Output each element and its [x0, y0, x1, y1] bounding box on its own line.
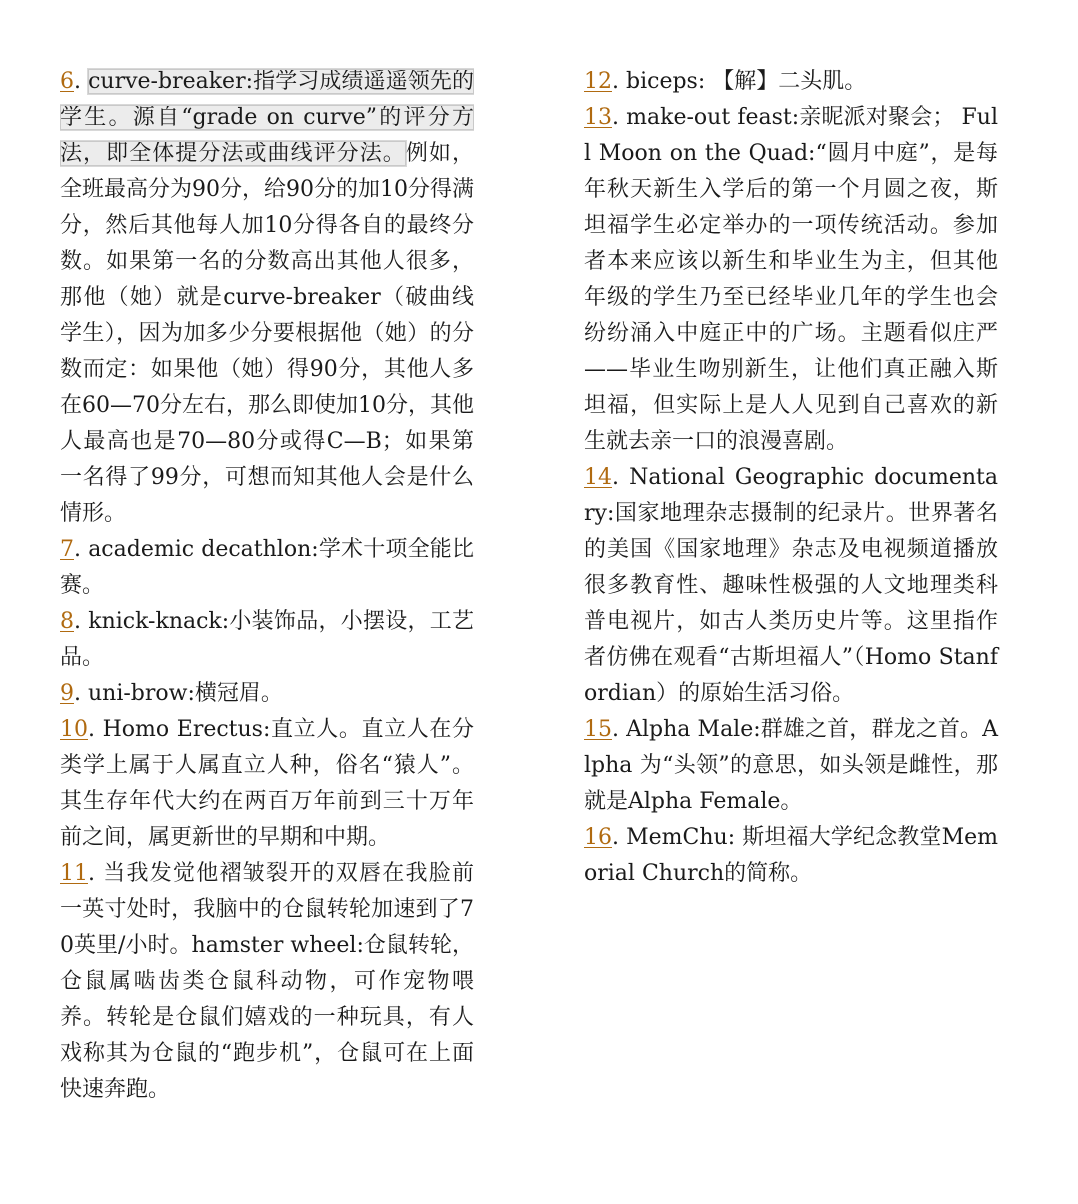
footnote-text: Alpha Male:群雄之首，群龙之首。Alpha 为“头领”的意思，如头领是雌性，那就是Alpha Female。 — [584, 717, 998, 814]
footnote-text: uni-brow:横冠眉。 — [88, 681, 283, 706]
footnote-8: 8. knick-knack:小装饰品，小摆设，工艺品。 — [60, 609, 474, 670]
highlighted-text[interactable]: curve-breaker:指学习成绩遥遥领先的学生。源自“grade on curve”的评分方法，即全体提分法或曲线评分法。 — [60, 69, 474, 166]
footnote-15: 15. Alpha Male:群雄之首，群龙之首。Alpha 为“头领”的意思，如头领是雌性，那就是Alpha Female。 — [584, 717, 998, 814]
right-column — [584, 64, 998, 892]
footnote-11: 11. 当我发觉他褶皱裂开的双唇在我脸前一英寸处时，我脑中的仓鼠转轮加速到了70英里/小时。hamster wheel:仓鼠转轮，仓鼠属啮齿类仓鼠科动物，可作宠物喂养。转轮是仓鼠们嬉戏的一种玩具，有人戏称其为仓鼠的“跑步机”，仓鼠可在上面快速奔跑。 — [60, 861, 474, 1102]
footnote-16: 16. MemChu: 斯坦福大学纪念教堂Memorial Church的简称。 — [584, 825, 998, 886]
footnote-12: 12. biceps: 【解】二头肌。 — [584, 69, 867, 94]
footnote-number-link[interactable]: 11 — [60, 861, 88, 886]
footnote-text: MemChu: 斯坦福大学纪念教堂Memorial Church的简称。 — [584, 825, 998, 886]
footnote-text: biceps: 【解】二头肌。 — [626, 69, 867, 94]
footnote-13: 13. make-out feast:亲昵派对聚会； Full Moon on the Quad:“圆月中庭”，是每年秋天新生入学后的第一个月圆之夜，斯坦福学生必定举办的一项传统活动。参加者本来应该以新生和毕业生为主，但其他年级的学生乃至已经毕业几年的学生也会纷纷涌入中庭正中的广场。主题看似庄严——毕业生吻别新生，让他们真正融入斯坦福，但实际上是人人见到自己喜欢的新生就去亲一口的浪漫喜剧。 — [584, 105, 998, 454]
footnote-number-link[interactable]: 7 — [60, 537, 74, 562]
footnote-7: 7. academic decathlon:学术十项全能比赛。 — [60, 537, 474, 598]
footnote-number-link[interactable]: 14 — [584, 465, 612, 490]
footnote-number-link[interactable]: 12 — [584, 69, 612, 94]
footnote-number-link[interactable]: 9 — [60, 681, 74, 706]
footnote-10: 10. Homo Erectus:直立人。直立人在分类学上属于人属直立人种，俗名“猿人”。其生存年代大约在两百万年前到三十万年前之间，属更新世的早期和中期。 — [60, 717, 474, 850]
footnote-text: make-out feast:亲昵派对聚会； Full Moon on the Quad:“圆月中庭”，是每年秋天新生入学后的第一个月圆之夜，斯坦福学生必定举办的一项传统活动。参加者本来应该以新生和毕业生为主，但其他年级的学生乃至已经毕业几年的学生也会纷纷涌入中庭正中的广场。主题看似庄严——毕业生吻别新生，让他们真正融入斯坦福，但实际上是人人见到自己喜欢的新生就去亲一口的浪漫喜剧。 — [584, 105, 998, 454]
footnote-text: academic decathlon:学术十项全能比赛。 — [60, 537, 474, 598]
footnote-9: 9. uni-brow:横冠眉。 — [60, 681, 283, 706]
footnote-number-link[interactable]: 6 — [60, 69, 74, 94]
footnote-number-link[interactable]: 15 — [584, 717, 612, 742]
footnote-text: knick-knack:小装饰品，小摆设，工艺品。 — [60, 609, 474, 670]
footnote-text: 当我发觉他褶皱裂开的双唇在我脸前一英寸处时，我脑中的仓鼠转轮加速到了70英里/小时。hamster wheel:仓鼠转轮，仓鼠属啮齿类仓鼠科动物，可作宠物喂养。转轮是仓鼠们嬉戏的一种玩具，有人戏称其为仓鼠的“跑步机”，仓鼠可在上面快速奔跑。 — [60, 861, 474, 1102]
footnote-text: Homo Erectus:直立人。直立人在分类学上属于人属直立人种，俗名“猿人”。其生存年代大约在两百万年前到三十万年前之间，属更新世的早期和中期。 — [60, 717, 474, 850]
footnote-number-link[interactable]: 8 — [60, 609, 74, 634]
left-column — [60, 64, 474, 1108]
footnote-14: 14. National Geographic documentary:国家地理杂志摄制的纪录片。世界著名的美国《国家地理》杂志及电视频道播放很多教育性、趣味性极强的人文地理类科普电视片，如古人类历史片等。这里指作者仿佛在观看“古斯坦福人”（Homo Stanfordian）的原始生活习俗。 — [584, 465, 998, 706]
footnote-text: 例如，全班最高分为90分，给90分的加10分得满分，然后其他每人加10分得各自的最终分数。如果第一名的分数高出其他人很多，那他（她）就是curve-breaker（破曲线学生），因为加多少分要根据他（她）的分数而定：如果他（她）得90分，其他人多在60—70分左右，那么即使加10分，其他人最高也是70—80分或得C—B；如果第一名得了99分，可想而知其他人会是什么情形。 — [60, 141, 474, 526]
footnote-number-link[interactable]: 13 — [584, 105, 612, 130]
footnote-6: 6. curve-breaker:指学习成绩遥遥领先的学生。源自“grade on curve”的评分方法，即全体提分法或曲线评分法。例如，全班最高分为90分，给90分的加10分得满分，然后其他每人加10分得各自的最终分数。如果第一名的分数高出其他人很多，那他（她）就是curve-breaker（破曲线学生），因为加多少分要根据他（她）的分数而定：如果他（她）得90分，其他人多在60—70分左右，那么即使加10分，其他人最高也是70—80分或得C—B；如果第一名得了99分，可想而知其他人会是什么情形。 — [60, 69, 474, 526]
footnote-number-link[interactable]: 10 — [60, 717, 88, 742]
footnote-text: National Geographic documentary:国家地理杂志摄制的纪录片。世界著名的美国《国家地理》杂志及电视频道播放很多教育性、趣味性极强的人文地理类科普电视片，如古人类历史片等。这里指作者仿佛在观看“古斯坦福人”（Homo Stanfordian）的原始生活习俗。 — [584, 465, 998, 706]
footnote-number-link[interactable]: 16 — [584, 825, 612, 850]
